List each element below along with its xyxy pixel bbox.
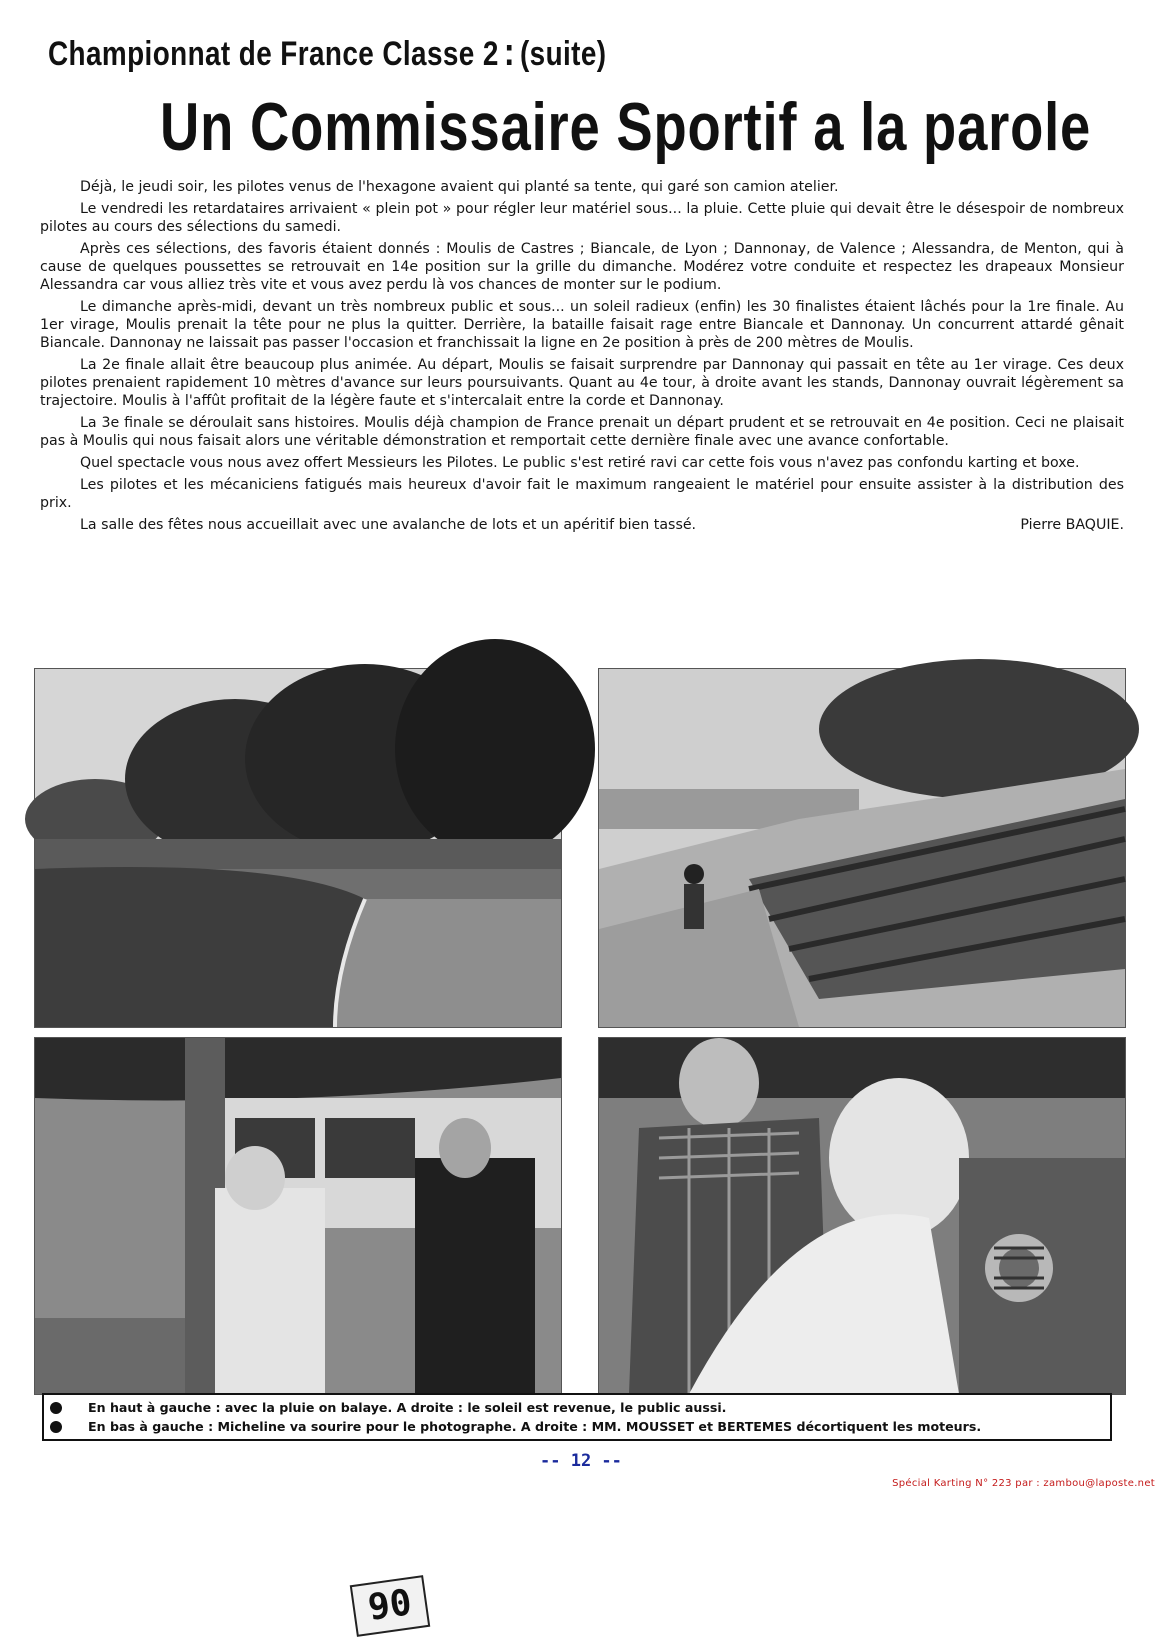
bullet-icon bbox=[50, 1421, 62, 1433]
paragraph: Quel spectacle vous nous avez offert Messieurs les Pilotes. Le public s'est retiré ravi car cette fois vous n'avez pas confondu karting et boxe. bbox=[80, 455, 1080, 471]
paragraph: Après ces sélections, des favoris étaient donnés : Moulis de Castres ; Biancale, de Lyon ; Dannonay, de Valence ; Alessandra, de Menton, qui à cause de quelques poussettes se retrouvait en 14e position sur la grille du dimanche. Modérez votre conduite et respectez les drapeaux Monsieur Alessandra car vous alliez très vite et vous avez perdu là vos chances de monter sur le podium. bbox=[40, 241, 1124, 293]
author-signature: Pierre BAQUIE. bbox=[1020, 517, 1124, 533]
paragraph: Le dimanche après-midi, devant un très nombreux public et sous... un soleil radieux (enfin) les 30 finalistes étaient lâchés pour la 1re finale. Au 1er virage, Moulis prenait la tête pour ne plus la quitter. Derrière, la bataille faisait rage entre Biancale et Dannonay. Un concurrent attardé gênait Biancale. Dannonay ne laissait pas passer l'occasion et franchissait la ligne en 2e position à près de 200 mètres de Moulis. bbox=[40, 299, 1124, 351]
closing-sentence: La salle des fêtes nous accueillait avec une avalanche de lots et un apéritif bien tassé. bbox=[80, 517, 697, 533]
photo-mechanics-engines bbox=[598, 1037, 1126, 1395]
kicker-main: Championnat de France Classe 2 bbox=[48, 35, 499, 73]
kart-number: 90 bbox=[350, 1575, 431, 1637]
bullet-icon bbox=[50, 1402, 62, 1414]
article-title: Un Commissaire Sportif a la parole bbox=[160, 89, 1092, 165]
photo-spectators-stands bbox=[598, 668, 1126, 1028]
section-kicker bbox=[48, 30, 606, 75]
kicker-suffix: (suite) bbox=[519, 35, 607, 73]
caption-top: En haut à gauche : avec la pluie on balaye. A droite : le soleil est revenue, le public aussi. bbox=[88, 1400, 727, 1415]
paragraph: Les pilotes et les mécaniciens fatigués mais heureux d'avoir fait le maximum rangeaient le matériel pour ensuite assister à la distribution des prix. bbox=[40, 477, 1124, 511]
paragraph: Déjà, le jeudi soir, les pilotes venus de l'hexagone avaient qui planté sa tente, qui garé son camion atelier. bbox=[80, 179, 839, 195]
paragraph: La 2e finale allait être beaucoup plus animée. Au départ, Moulis se faisait surprendre par Dannonay qui passait en tête au 1er virage. Ces deux pilotes prenaient rapidement 10 mètres d'avance sur leurs poursuivants. Quant au 4e tour, à droite avant les stands, Dannonay ouvrait légèrement sa trajectoire. Moulis à l'affût profitait de la légère faute et s'intercalait entre la corde et Dannonay. bbox=[40, 357, 1124, 409]
photo-rainy-track bbox=[34, 668, 562, 1028]
closing-line bbox=[40, 516, 1124, 534]
paragraph: Le vendredi les retardataires arrivaient « plein pot » pour régler leur matériel sous... la pluie. Cette pluie qui devait être le désespoir de nombreux pilotes au cours des sélections du samedi. bbox=[40, 201, 1124, 235]
page-number: -- 12 -- bbox=[540, 1451, 622, 1471]
caption-bottom: En bas à gauche : Micheline va sourire pour le photographe. A droite : MM. MOUSSET et BERTEMES décortiquent les moteurs. bbox=[88, 1419, 982, 1434]
paragraph: La 3e finale se déroulait sans histoires. Moulis déjà champion de France prenait un départ prudent et se retrouvait en 4e position. Ceci ne plaisait pas à Moulis qui nous faisait alors une véritable démonstration et remportait cette dernière finale avec une avance confortable. bbox=[40, 415, 1124, 449]
photo-captions bbox=[42, 1393, 1112, 1441]
kicker-separator: : bbox=[503, 30, 516, 74]
caption-row bbox=[50, 1417, 1110, 1436]
caption-row bbox=[50, 1398, 1110, 1417]
footer-credit: Spécial Karting N° 223 par : zambou@laposte.net bbox=[892, 1478, 1155, 1489]
article-body bbox=[40, 178, 1124, 538]
